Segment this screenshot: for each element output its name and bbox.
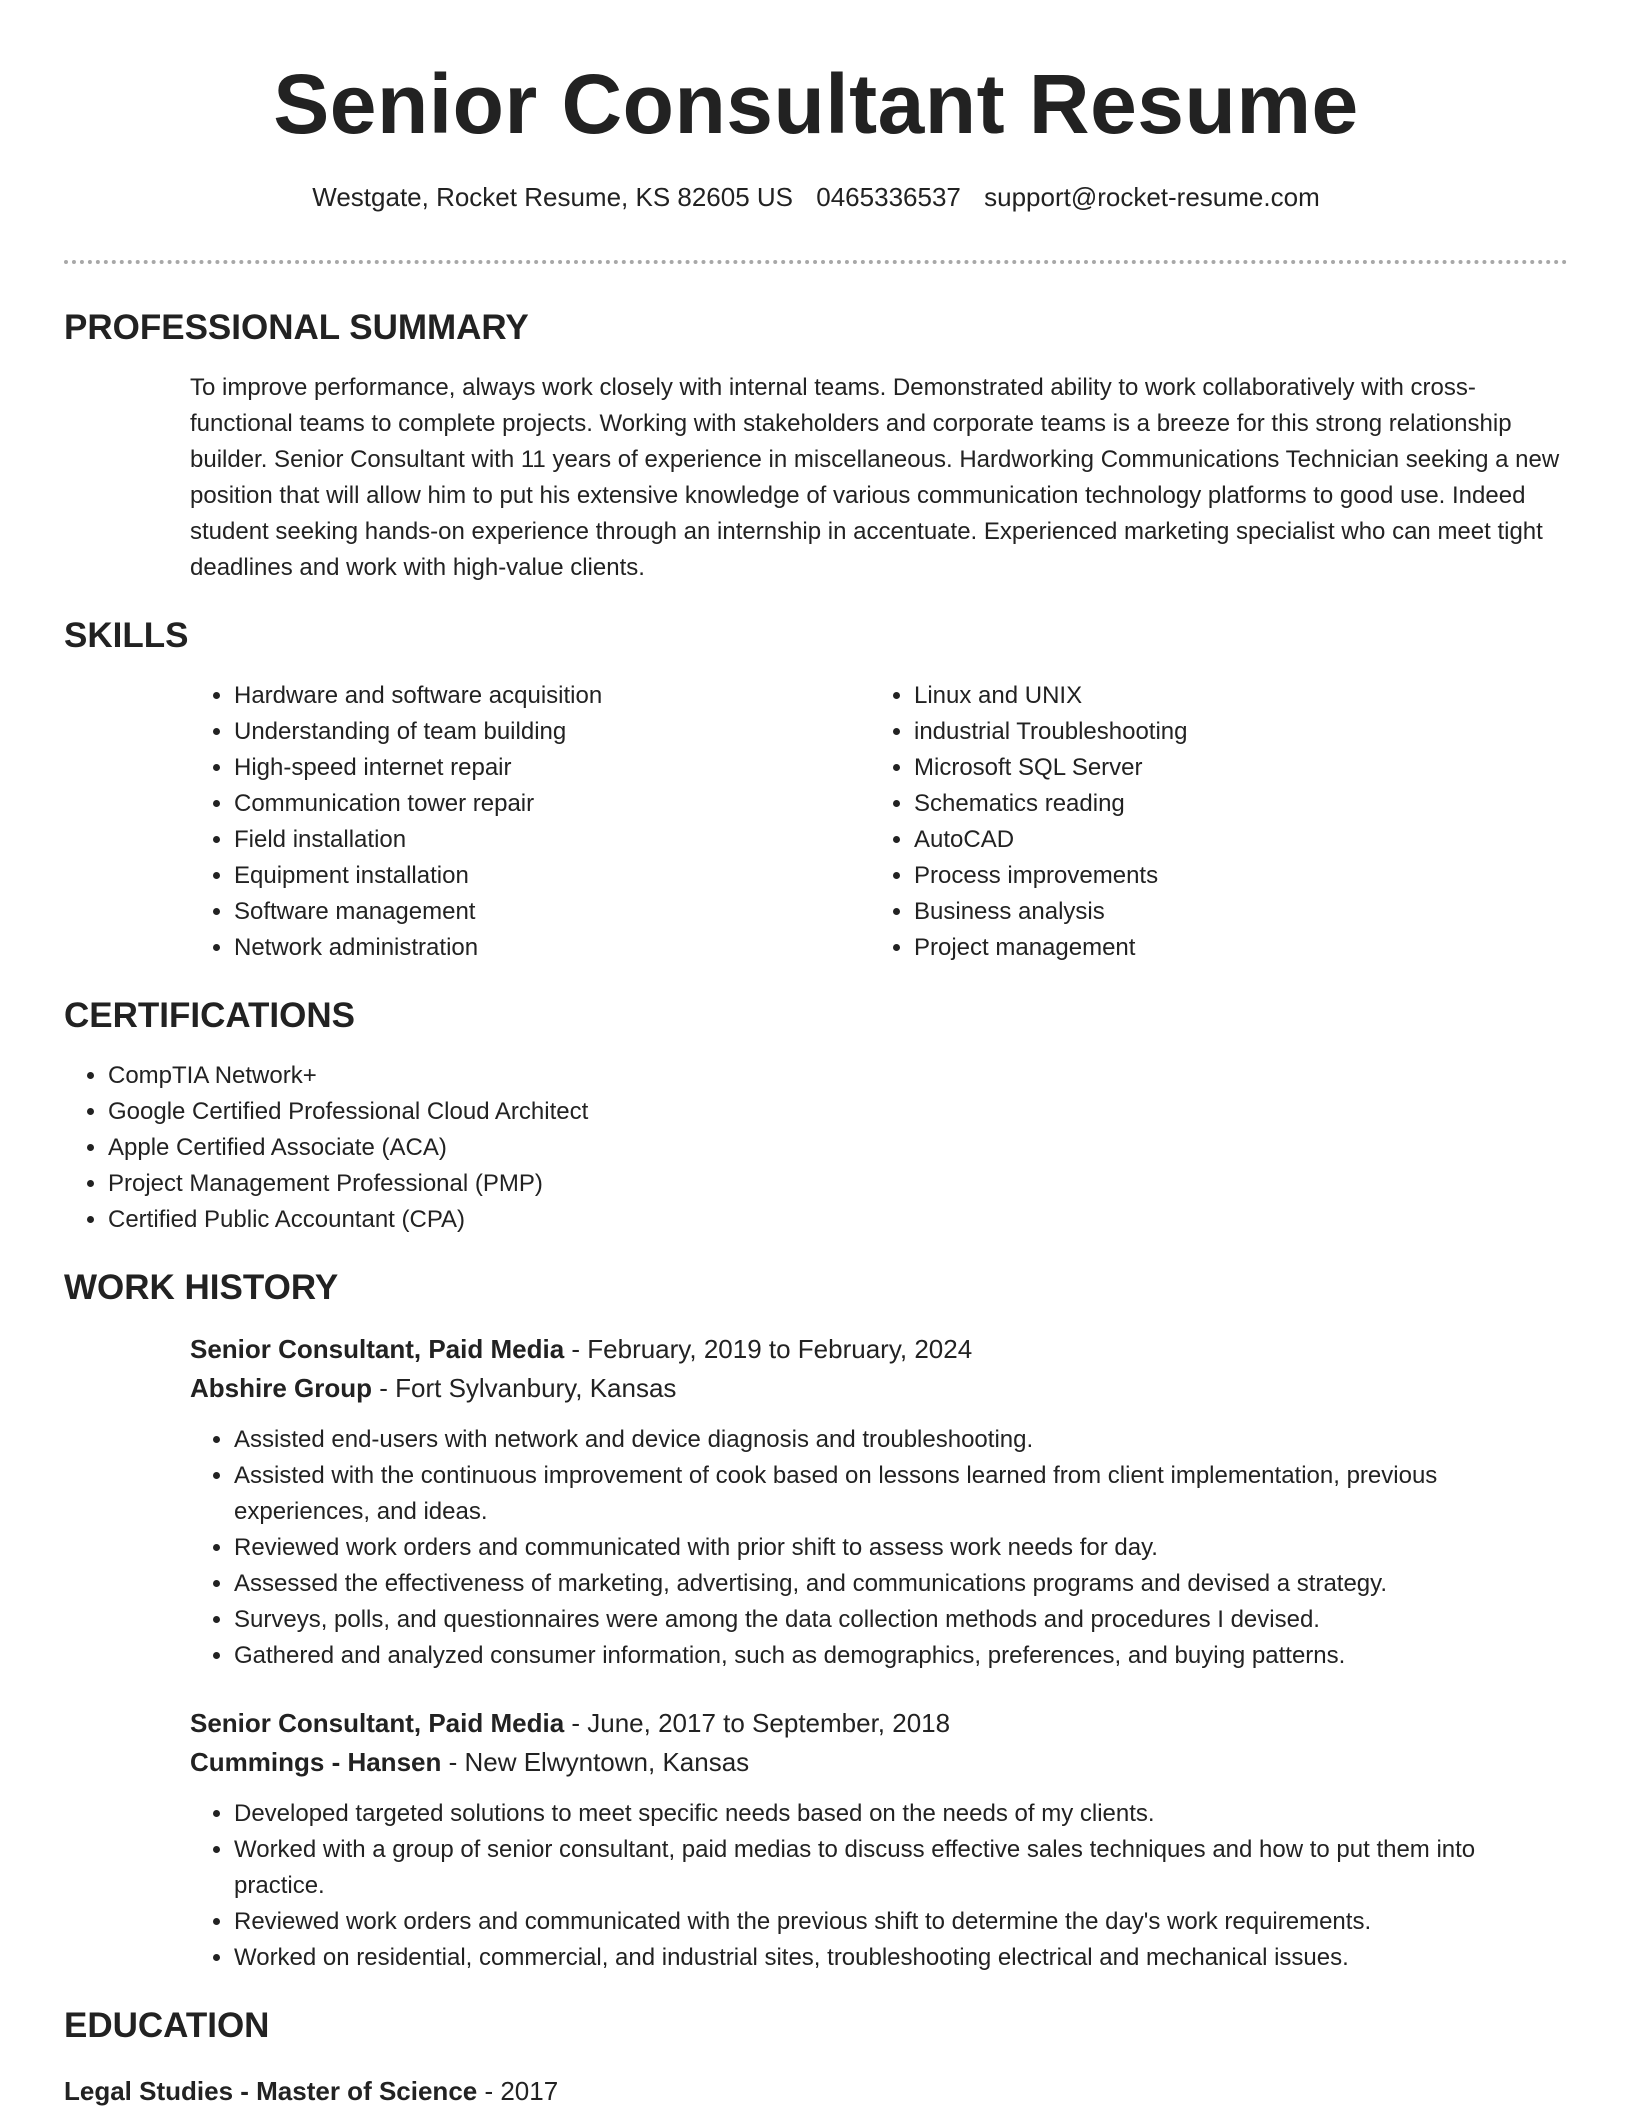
summary-text: To improve performance, always work closely with internal teams. Demonstrated ability to work collaboratively with cross-functional teams to complete projects. Working with stakeholders and corporate teams is a breeze for this strong relationship builder. Senior Consultant with 11 years of experience in miscellaneous. Hardworking Communications Technician seeking a new position that will allow him to put his extensive knowledge of various communication technology platforms to good use. Indeed student seeking hands-on experience through an internship in accentuate. Experienced marketing specialist who can meet tight deadlines and work with high-value clients. xyxy=(190,374,1560,581)
certification-item: • CompTIA Network+ xyxy=(108,1058,1568,1094)
job-dates: - June, 2017 to September, 2018 xyxy=(564,1708,951,1738)
certification-item: • Certified Public Accountant (CPA) xyxy=(108,1202,1568,1238)
job-bullets xyxy=(190,1422,1568,1674)
job-bullet: • Developed targeted solutions to meet specific needs based on the needs of my clients. xyxy=(234,1796,1568,1832)
job-company: Cummings - Hansen xyxy=(190,1747,442,1777)
education-entry xyxy=(64,2072,1568,2110)
certifications-list xyxy=(64,1058,1568,1238)
job-location: - Fort Sylvanbury, Kansas xyxy=(372,1373,677,1403)
skills-section xyxy=(64,616,1568,966)
job-bullet: • Gathered and analyzed consumer information, such as demographics, preferences, and buying patterns. xyxy=(234,1638,1568,1674)
job-entry xyxy=(190,1330,1568,1674)
work-history-heading: WORK HISTORY xyxy=(64,1268,339,1307)
certification-item: • Project Management Professional (PMP) xyxy=(108,1166,1568,1202)
skills-column-left xyxy=(190,678,870,966)
job-bullet: • Surveys, polls, and questionnaires were among the data collection methods and procedures I devised. xyxy=(234,1602,1568,1638)
education-section xyxy=(64,2006,1568,2110)
contact-address: Westgate, Rocket Resume, KS 82605 US xyxy=(312,182,794,212)
contact-line xyxy=(0,182,1632,212)
job-dates: - February, 2019 to February, 2024 xyxy=(564,1334,973,1364)
skill-item: • Software management xyxy=(234,894,870,930)
job-title: Senior Consultant, Paid Media xyxy=(190,1708,565,1738)
job-bullets xyxy=(190,1796,1568,1976)
skill-item: • Field installation xyxy=(234,822,870,858)
skills-list-right xyxy=(870,678,1550,966)
job-title-line xyxy=(190,1330,1568,1368)
certification-item: • Google Certified Professional Cloud Architect xyxy=(108,1094,1568,1130)
work-history-section xyxy=(64,1268,1568,1976)
job-title: Senior Consultant, Paid Media xyxy=(190,1334,565,1364)
skills-columns xyxy=(190,678,1568,966)
education-heading: EDUCATION xyxy=(64,2006,270,2045)
contact-email: support@rocket-resume.com xyxy=(984,182,1320,212)
skill-item: • Hardware and software acquisition xyxy=(234,678,870,714)
skill-item: • Equipment installation xyxy=(234,858,870,894)
education-degree: Legal Studies - Master of Science xyxy=(64,2076,478,2106)
job-entry xyxy=(190,1704,1568,1976)
job-bullet: • Reviewed work orders and communicated with prior shift to assess work needs for day. xyxy=(234,1530,1568,1566)
job-bullet: • Reviewed work orders and communicated with the previous shift to determine the day's work requirements. xyxy=(234,1904,1568,1940)
skills-column-right xyxy=(870,678,1550,966)
certifications-heading: CERTIFICATIONS xyxy=(64,996,356,1035)
job-bullet: • Worked with a group of senior consultant, paid medias to discuss effective sales techniques and how to put them into practice. xyxy=(234,1832,1568,1904)
education-year: - 2017 xyxy=(477,2076,559,2106)
skill-item: • Network administration xyxy=(234,930,870,966)
skill-item: • industrial Troubleshooting xyxy=(914,714,1550,750)
job-bullet: • Assessed the effectiveness of marketing, advertising, and communications programs and devised a strategy. xyxy=(234,1566,1568,1602)
skill-item: • Communication tower repair xyxy=(234,786,870,822)
summary-section xyxy=(64,308,1568,586)
job-company-line xyxy=(190,1742,1568,1782)
skill-item: • Business analysis xyxy=(914,894,1550,930)
skill-item: • Schematics reading xyxy=(914,786,1550,822)
skill-item: • Understanding of team building xyxy=(234,714,870,750)
skill-item: • High-speed internet repair xyxy=(234,750,870,786)
job-company: Abshire Group xyxy=(190,1373,373,1403)
skills-list-left xyxy=(190,678,870,966)
job-bullet: • Worked on residential, commercial, and industrial sites, troubleshooting electrical and mechanical issues. xyxy=(234,1940,1568,1976)
job-location: - New Elwyntown, Kansas xyxy=(441,1747,750,1777)
skill-item: • AutoCAD xyxy=(914,822,1550,858)
job-bullet: • Assisted end-users with network and device diagnosis and troubleshooting. xyxy=(234,1422,1568,1458)
skills-heading: SKILLS xyxy=(64,616,189,655)
skill-item: • Process improvements xyxy=(914,858,1550,894)
job-title-line xyxy=(190,1704,1568,1742)
resume-title: Senior Consultant Resume xyxy=(273,57,1359,151)
skill-item: • Microsoft SQL Server xyxy=(914,750,1550,786)
skill-item: • Project management xyxy=(914,930,1550,966)
skill-item: • Linux and UNIX xyxy=(914,678,1550,714)
certification-item: • Apple Certified Associate (ACA) xyxy=(108,1130,1568,1166)
certifications-section xyxy=(64,996,1568,1238)
job-company-line xyxy=(190,1368,1568,1408)
contact-phone: 0465336537 xyxy=(816,182,961,212)
header-divider xyxy=(64,260,1568,264)
summary-heading: PROFESSIONAL SUMMARY xyxy=(64,308,529,347)
job-bullet: • Assisted with the continuous improvement of cook based on lessons learned from client implementation, previous experiences, and ideas. xyxy=(234,1458,1568,1530)
